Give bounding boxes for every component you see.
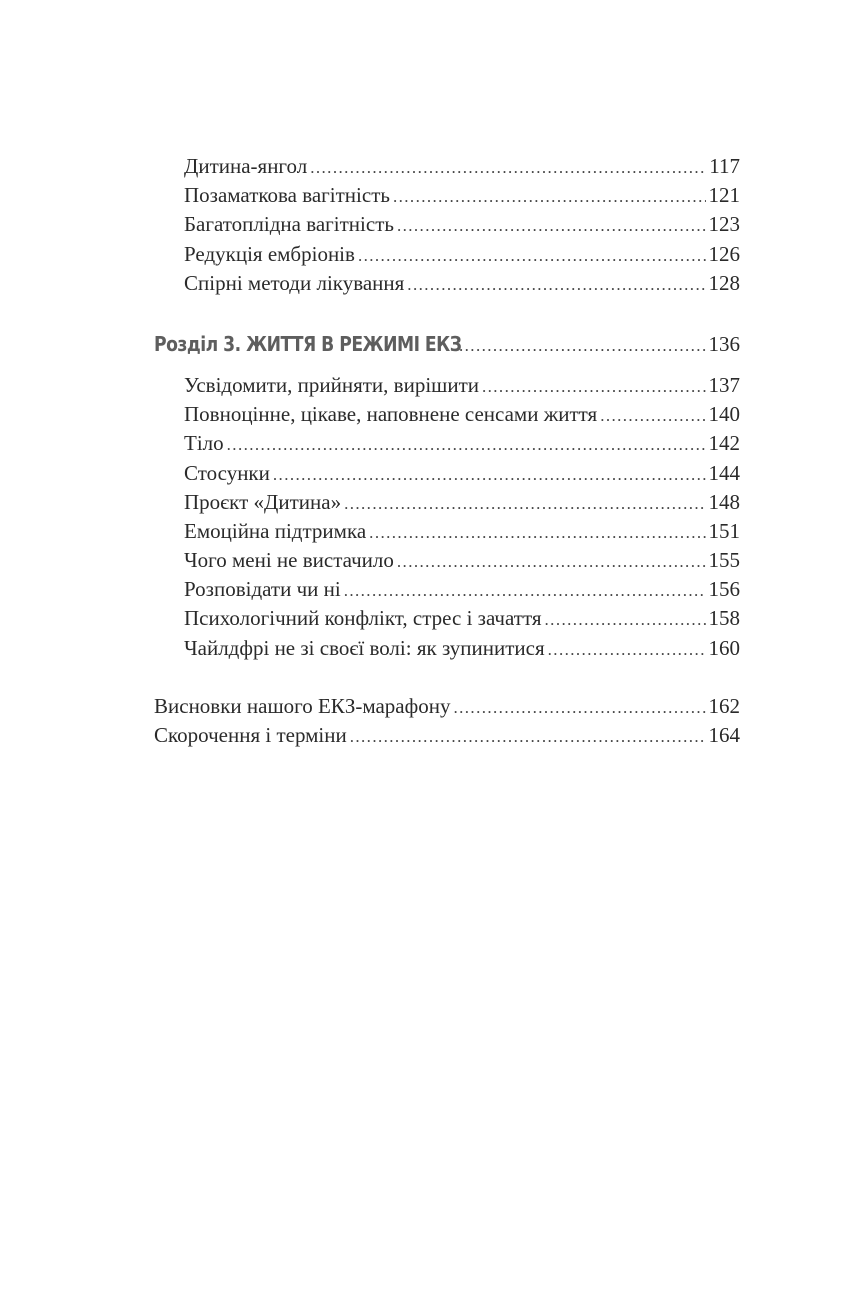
- toc-entry-title: Стосунки: [184, 460, 270, 485]
- dot-leader: [227, 430, 706, 459]
- toc-entry-page: 155: [708, 548, 740, 573]
- dot-leader: [397, 211, 706, 240]
- toc-entry: [154, 546, 740, 575]
- toc-entry: [154, 152, 740, 181]
- toc-entry-page: 142: [708, 431, 740, 456]
- toc-final-section: [154, 692, 740, 750]
- toc-entry: [154, 604, 740, 633]
- toc-entry-title: Розповідати чи ні: [184, 577, 341, 602]
- dot-leader: [358, 241, 706, 270]
- toc-entry-page: 151: [708, 518, 740, 543]
- toc-entry-page: 126: [708, 241, 740, 266]
- dot-leader: [397, 547, 706, 576]
- toc-entry: [154, 488, 740, 517]
- toc-entry-title: Проєкт «Дитина»: [184, 489, 342, 514]
- toc-entry-title: Дитина-янгол: [184, 154, 308, 178]
- chapter-page: 136: [708, 331, 740, 356]
- toc-entry-page: 164: [708, 723, 740, 747]
- toc-entry: [154, 692, 740, 721]
- toc-entry-page: 128: [708, 270, 740, 295]
- toc-chapter-heading: [154, 329, 740, 359]
- toc-entry: [154, 210, 740, 239]
- dot-leader: [344, 576, 706, 605]
- chapter-title: Розділ 3. ЖИТТЯ В РЕЖИМІ ЕКЗ: [154, 331, 462, 356]
- dot-leader: [369, 518, 705, 547]
- toc-entry-title: Психологічний конфлікт, стрес і зачаття: [184, 606, 542, 631]
- toc-entry-title: Багатоплідна вагітність: [184, 212, 394, 237]
- toc-entry-title: Емоційна підтримка: [184, 518, 367, 543]
- dot-leader: [548, 635, 706, 664]
- toc-entry-page: 137: [708, 372, 740, 397]
- dot-leader: [350, 722, 706, 751]
- dot-leader: [600, 401, 705, 430]
- toc-entry: [154, 240, 740, 269]
- toc-entry: [154, 400, 740, 429]
- dot-leader: [393, 182, 706, 211]
- dot-leader: [310, 153, 706, 182]
- toc-section-a: [154, 152, 740, 298]
- toc-entry-title: Чайлдфрі не зі своєї волі: як зупинитися: [184, 635, 545, 660]
- toc-entry: [154, 517, 740, 546]
- toc-entry-page: 156: [708, 577, 740, 602]
- toc-entry: [154, 429, 740, 458]
- toc-entry-page: 117: [709, 154, 740, 178]
- toc-entry: [154, 269, 740, 298]
- toc-entry-title: Повноцінне, цікаве, наповнене сенсами життя: [184, 402, 598, 427]
- toc-section-b: [154, 371, 740, 663]
- toc-entry: [154, 634, 740, 663]
- toc-entry: [154, 721, 740, 750]
- toc-entry-title: Усвідомити, прийняти, вирішити: [184, 372, 479, 397]
- dot-leader: [344, 489, 705, 518]
- dot-leader: [407, 270, 705, 299]
- dot-leader: [459, 331, 706, 361]
- toc-entry-page: 162: [708, 693, 740, 718]
- toc-entry-title: Висновки нашого ЕКЗ-марафону: [154, 693, 451, 718]
- toc-entry-page: 148: [708, 489, 740, 514]
- toc-entry: [154, 575, 740, 604]
- dot-leader: [482, 372, 706, 401]
- dot-leader: [453, 693, 705, 722]
- toc-entry: [154, 181, 740, 210]
- toc-entry-page: 123: [708, 212, 740, 237]
- dot-leader: [273, 460, 706, 489]
- toc-entry-page: 160: [708, 635, 740, 660]
- toc-entry-title: Позаматкова вагітність: [184, 183, 390, 208]
- table-of-contents: [154, 152, 740, 750]
- toc-entry-page: 140: [708, 402, 740, 427]
- toc-entry-title: Редукція ембріонів: [184, 241, 355, 266]
- toc-entry: [154, 459, 740, 488]
- toc-entry-title: Скорочення і терміни: [154, 723, 347, 747]
- toc-entry-page: 144: [708, 460, 740, 485]
- toc-entry-title: Чого мені не вистачило: [184, 548, 394, 573]
- toc-entry-title: Тіло: [184, 431, 224, 456]
- toc-entry: [154, 371, 740, 400]
- toc-entry-page: 158: [708, 606, 740, 631]
- dot-leader: [545, 605, 706, 634]
- toc-entry-title: Спірні методи лікування: [184, 270, 405, 295]
- toc-entry-page: 121: [708, 183, 740, 208]
